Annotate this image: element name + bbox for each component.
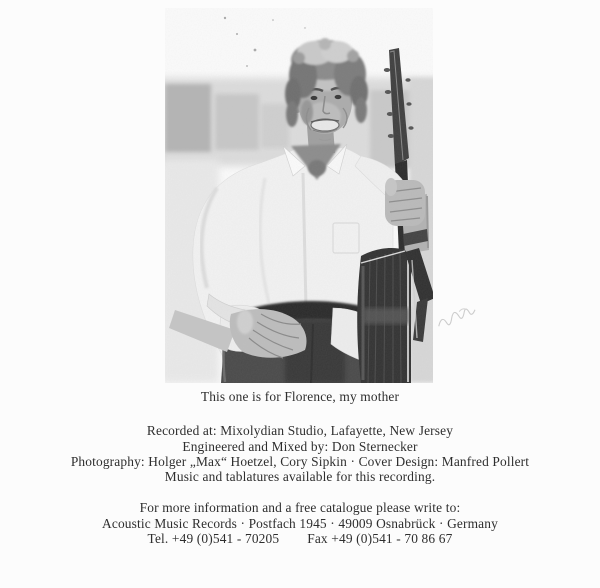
contact-address: Acoustic Music Records · Postfach 1945 · 49009 Osnabrück · Germany (102, 515, 498, 531)
credit-recorded-at: Recorded at: Mixolydian Studio, Lafayette, New Jersey (146, 423, 454, 439)
contact-fax: Fax +49 (0)541 - 70 86 67 (307, 531, 453, 547)
film-grain (165, 8, 433, 383)
availability-note: Music and tablatures available for this recording. (164, 469, 436, 485)
artist-photo-illustration (165, 8, 433, 383)
pencil-scribble-mark (434, 302, 479, 337)
liner-notes-text (0, 389, 600, 546)
contact-intro: For more information and a free catalogue please write to: (139, 500, 461, 516)
contact-telfax (0, 531, 600, 546)
credit-engineering: Engineered and Mixed by: Don Sternecker (182, 438, 418, 454)
credit-photography-design: Photography: Holger „Max“ Hoetzel, Cory Sipkin · Cover Design: Manfred Pollert (70, 453, 530, 469)
contact-block (0, 500, 600, 546)
dedication-caption: This one is for Florence, my mother (200, 389, 400, 404)
artist-photo (165, 8, 433, 383)
credits-block (0, 423, 600, 469)
contact-tel: Tel. +49 (0)541 - 70205 (147, 531, 280, 547)
